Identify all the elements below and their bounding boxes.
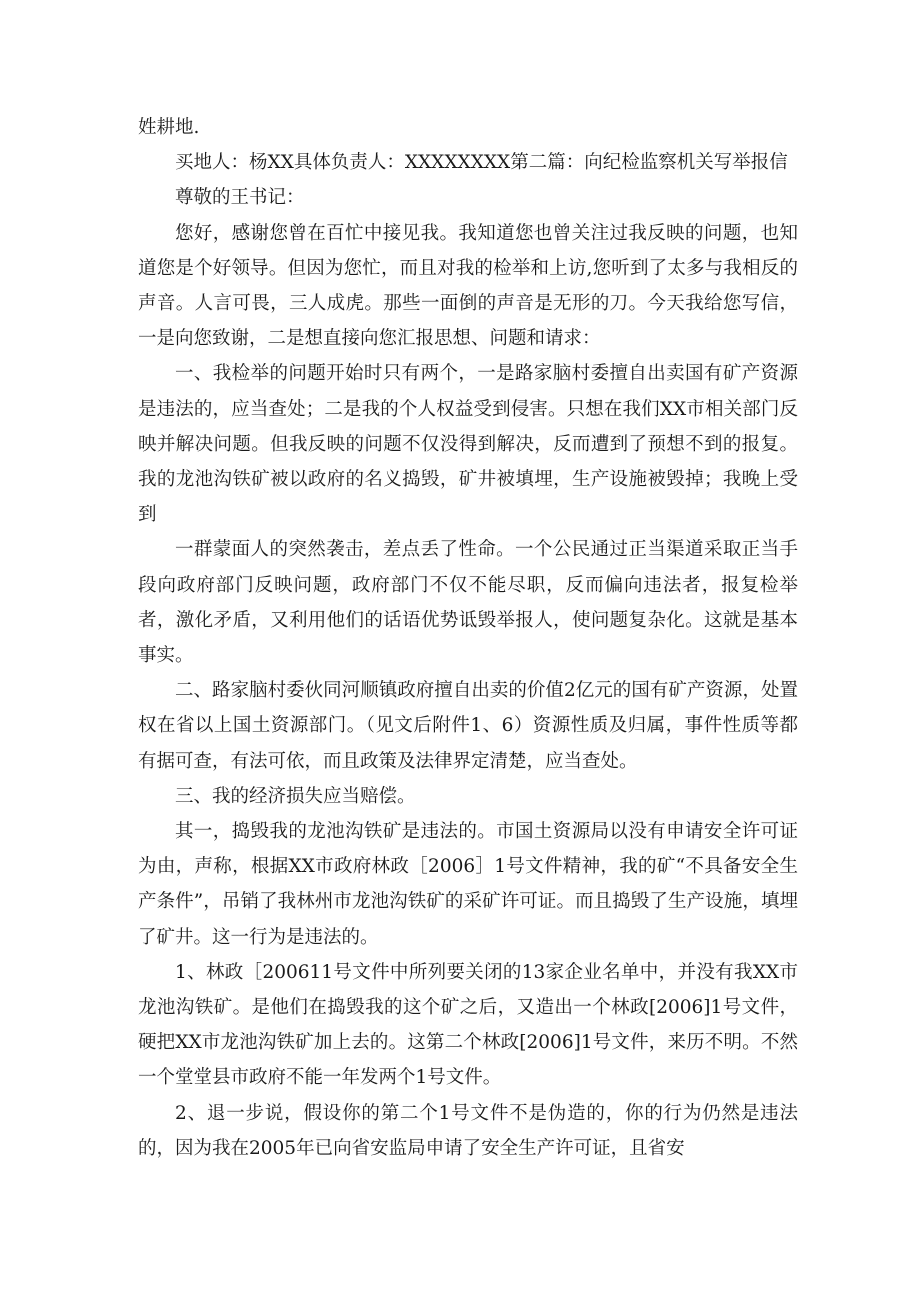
document-body bbox=[138, 110, 798, 1166]
paragraph-point-one-continued: 一群蒙面人的突然袭击，差点丢了性命。一个公民通过正当渠道采取正当手段向政府部门反映问题，政府部门不仅不能尽职，反而偏向违法者，报复检举者，激化矛盾，又利用他们的话语优势诋毁举报人，使问题复杂化。这就是基本事实。 bbox=[138, 539, 798, 667]
paragraph-point-three: 三、我的经济损失应当赔偿。 bbox=[175, 785, 416, 807]
paragraph-continuation: 姓耕地. bbox=[138, 117, 200, 138]
paragraph-point-one: 一、我检举的问题开始时只有两个，一是路家脑村委擅自出卖国有矿产资源是违法的，应当查处；二是我的个人权益受到侵害。只想在我们XX市相关部门反映并解决问题。但我反映的问题不仅没得到解决，反而遭到了预想不到的报复。我的龙池沟铁矿被以政府的名义捣毁，矿井被填埋，生产设施被毁掉；我晚上受到 bbox=[138, 363, 798, 526]
paragraph-greeting: 您好，感谢您曾在百忙中接见我。我知道您也曾关注过我反映的问题，也知道您是个好领导。但因为您忙，而且对我的检举和上访,您听到了太多与我相反的声音。人言可畏，三人成虎。那些一面倒的声音是无形的刀。今天我给您写信，一是向您致谢，二是想直接向您汇报思想、问题和请求： bbox=[138, 222, 798, 350]
paragraph-salutation: 尊敬的王书记： bbox=[175, 187, 305, 209]
paragraph-item-1: 1、林政［200611号文件中所列要关闭的13家企业名单中，并没有我XX市龙池沟铁矿。是他们在捣毁我的这个矿之后，又造出一个林政[2006]1号文件，硬把XX市龙池沟铁矿加上去的。这第二个林政[2006]1号文件，来历不明。不然一个堂堂县市政府不能一年发两个1号文件。 bbox=[138, 961, 798, 1089]
paragraph-buyer-info: 买地人：杨XX具体负责人：XXXXXXXX第二篇：向纪检监察机关写举报信 bbox=[175, 152, 788, 174]
paragraph-first-reason: 其一，捣毁我的龙池沟铁矿是违法的。市国土资源局以没有申请安全许可证为由，声称，根据XX市政府林政［2006］1号文件精神，我的矿“不具备安全生产条件”，吊销了我林州市龙池沟铁矿的采矿许可证。而且捣毁了生产设施，填埋了矿井。这一行为是违法的。 bbox=[138, 821, 798, 948]
paragraph-item-2: 2、退一步说，假设你的第二个1号文件不是伪造的，你的行为仍然是违法的，因为我在2005年已向省安监局申请了安全生产许可证，且省安 bbox=[138, 1102, 798, 1159]
paragraph-point-two: 二、路家脑村委伙同河顺镇政府擅自出卖的价值2亿元的国有矿产资源，处置权在省以上国土资源部门。（见文后附件1、6）资源性质及归属，事件性质等都有据可查，有法可依，而且政策及法律界定清楚，应当查处。 bbox=[138, 680, 798, 772]
